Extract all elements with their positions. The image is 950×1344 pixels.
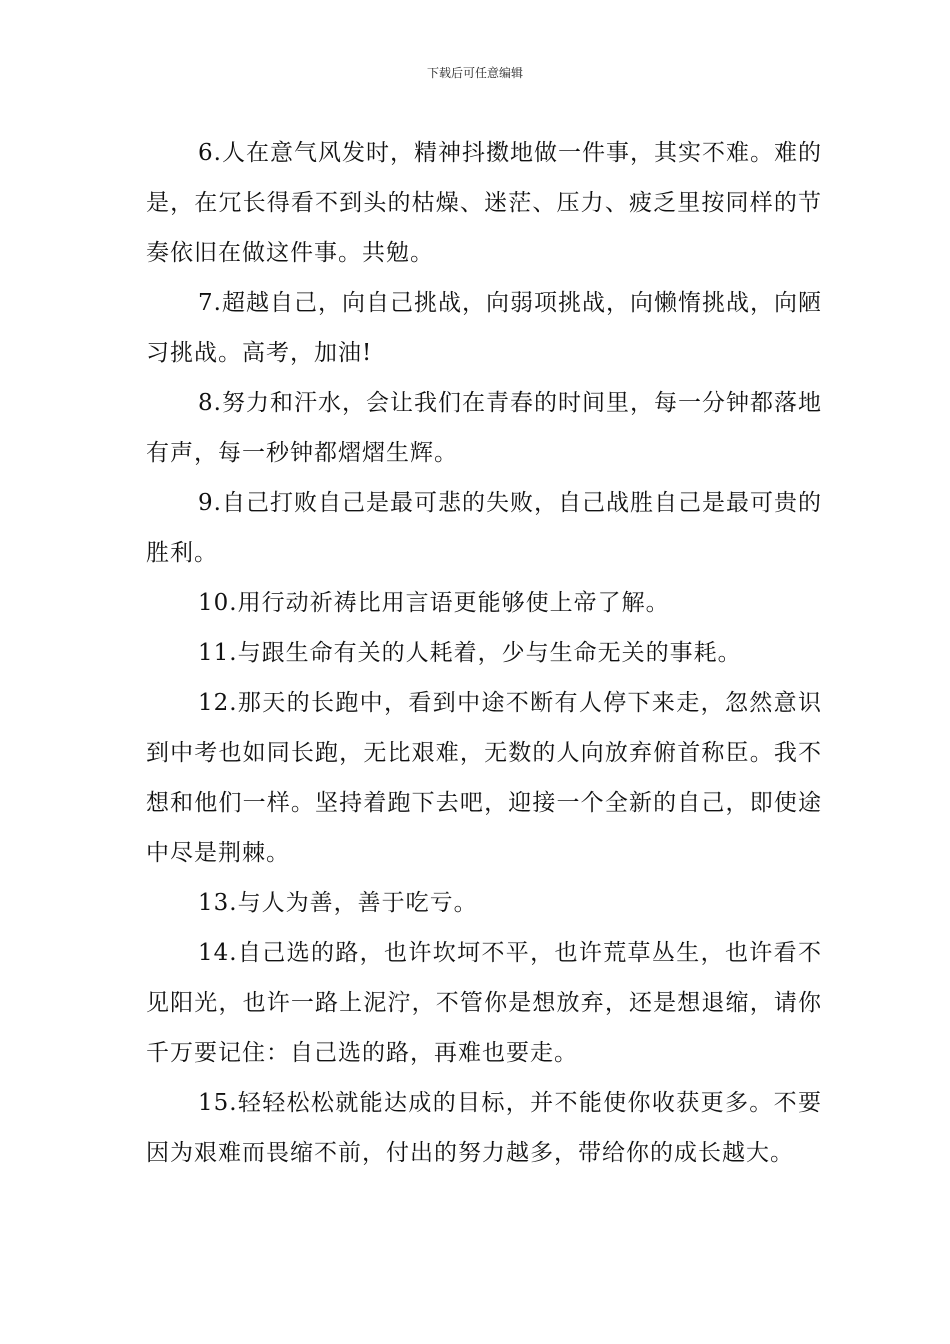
header-note: 下载后可任意编辑 bbox=[426, 66, 523, 80]
paragraph-6: 6.人在意气风发时，精神抖擞地做一件事，其实不难。难的是，在冗长得看不到头的枯燥、迷茫、压力、疲乏里按同样的节奏依旧在做这件事。共勉。 bbox=[146, 140, 822, 266]
paragraph-7: 7.超越自己，向自己挑战，向弱项挑战，向懒惰挑战，向陋习挑战。高考，加油! bbox=[146, 290, 822, 366]
paragraph-11: 11.与跟生命有关的人耗着，少与生命无关的事耗。 bbox=[198, 640, 742, 666]
paragraph-10: 10.用行动祈祷比用言语更能够使上帝了解。 bbox=[198, 590, 670, 616]
paragraph-13: 13.与人为善，善于吃亏。 bbox=[198, 890, 478, 916]
paragraph-8: 8.努力和汗水，会让我们在青春的时间里，每一分钟都落地有声，每一秒钟都熠熠生辉。 bbox=[146, 390, 822, 466]
paragraph-12: 12.那天的长跑中，看到中途不断有人停下来走，忽然意识到中考也如同长跑，无比艰难，无数的人向放弃俯首称臣。我不想和他们一样。坚持着跑下去吧，迎接一个全新的自己，即使途中尽是荆棘。 bbox=[146, 690, 822, 866]
document-body bbox=[146, 128, 822, 1178]
paragraph-15: 15.轻轻松松就能达成的目标，并不能使你收获更多。不要因为艰难而畏缩不前，付出的努力越多，带给你的成长越大。 bbox=[146, 1090, 822, 1166]
paragraph-14: 14.自己选的路，也许坎坷不平，也许荒草丛生，也许看不见阳光，也许一路上泥泞，不管你是想放弃，还是想退缩，请你千万要记住：自己选的路，再难也要走。 bbox=[146, 940, 822, 1066]
paragraph-9: 9.自己打败自己是最可悲的失败，自己战胜自己是最可贵的胜利。 bbox=[146, 490, 822, 566]
